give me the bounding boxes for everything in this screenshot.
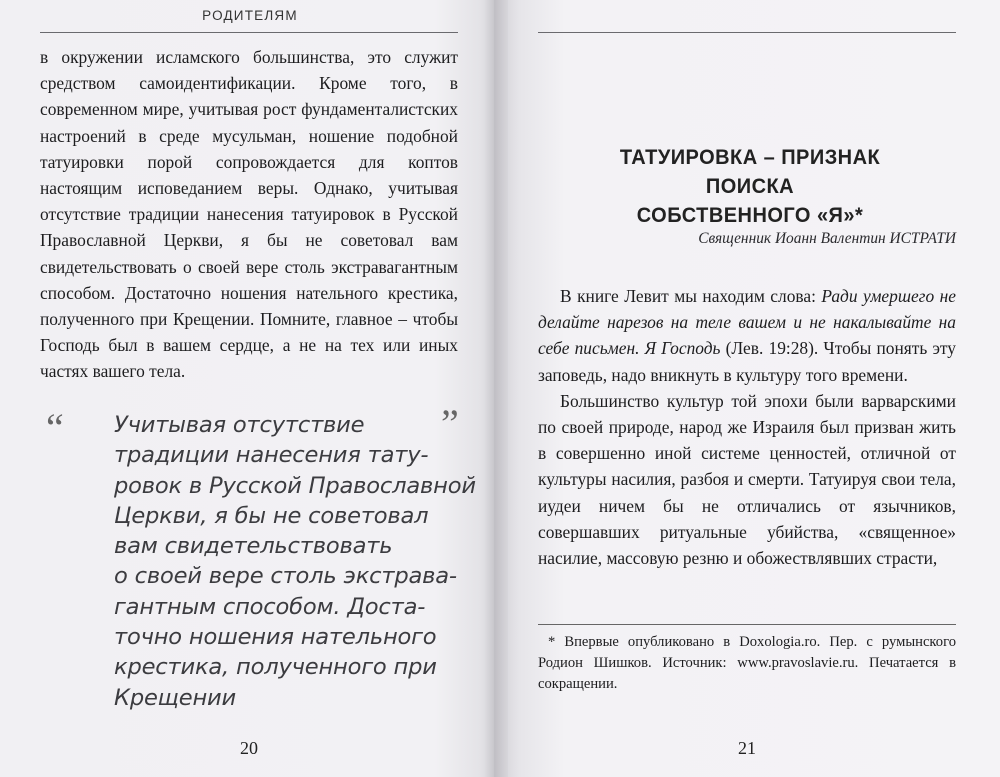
- p1-tail: (Лев. 19:28). Чтобы понять эту заповедь, надо вникнуть в культуру того времени.: [538, 338, 956, 385]
- running-head: РОДИТЕЛЯМ: [202, 8, 298, 23]
- book-gutter: [484, 0, 508, 777]
- chapter-heading: [573, 143, 926, 230]
- p1-lead: В книге Левит мы находим слова:: [560, 286, 822, 306]
- pull-quote-line: гантным способом. Доста-: [114, 593, 426, 620]
- pull-quote-line: традиции нанесения тату-: [114, 442, 429, 469]
- left-paragraph: в окружении исламского большинства, это служит средством самоидентификации. Кроме того, в современном мире, учитывая рост фундаменталистских настроений в среде мусульман, ношение подобной татуировки порой сопровождается для коптов настоящим исповеданием веры. Однако, учитывая отсутствие традиции нанесения татуировок в Русской Православной Церкви, я бы не советовал вам свидетельствовать о своей вере столь экстравагантным способом. Достаточно ношения нательного крестика, полученного при Крещении. Помните, главное – чтобы Господь был в вашем сердце, а не на тех или иных частях вашего тела.: [40, 47, 458, 382]
- page-number-left: 20: [240, 738, 258, 758]
- right-body-text: [538, 283, 956, 571]
- pull-quote-line: ровок в Русской Православной: [114, 472, 476, 499]
- header-rule-right: [538, 32, 956, 33]
- right-paragraph-1: [538, 283, 956, 388]
- pull-quote-line: вам свидетельствовать: [114, 533, 393, 560]
- scripture-quote: Ради умершего не делайте нарезов на теле вашем и не накалывайте на себе письмен. Я Господь: [538, 286, 956, 359]
- pull-quote-line: крестика, полученного при: [114, 654, 437, 681]
- right-paragraph-2: Большинство культур той эпохи были варварскими по своей природе, народ же Израиля был призван жить в совершенно иной системе ценностей, отличной от культуры насилия, разбоя и смерти. Татуируя свои тела, иудеи ничем бы не отличались от язычников, совершавших ритуальные убийства, «священное» насилие, массовую резню и обожествлявших страсти,: [538, 390, 956, 569]
- pull-quote-line: Учитывая отсутствие: [114, 412, 365, 438]
- page-number-right: 21: [738, 738, 756, 758]
- open-quote-mark: “: [46, 405, 64, 450]
- pull-quote-line: точно ношения нательного: [114, 624, 437, 651]
- header-rule-left: [40, 32, 458, 33]
- pull-quote-line: о своей вере столь экстрава-: [114, 563, 457, 590]
- footnote-rule: [538, 624, 956, 625]
- pull-quote: [114, 410, 476, 713]
- author-byline: Священник Иоанн Валентин ИСТРАТИ: [698, 230, 956, 247]
- pull-quote-block: [36, 401, 476, 711]
- left-body-text: [40, 44, 458, 385]
- heading-line: СОБСТВЕННОГО «Я»*: [636, 203, 864, 227]
- footnote: [538, 632, 956, 695]
- heading-line: ТАТУИРОВКА – ПРИЗНАК ПОИСКА: [619, 145, 881, 198]
- pull-quote-line: Крещении: [114, 684, 237, 711]
- footnote-text: * Впервые опубликовано в Doxologia.ro. Пер. с румынского Родион Шишков. Источник: www.pravoslavie.ru. Печатается в сокращении.: [538, 634, 956, 692]
- close-quote-mark: ”: [441, 401, 459, 446]
- pull-quote-line: Церкви, я бы не советовал: [114, 502, 429, 529]
